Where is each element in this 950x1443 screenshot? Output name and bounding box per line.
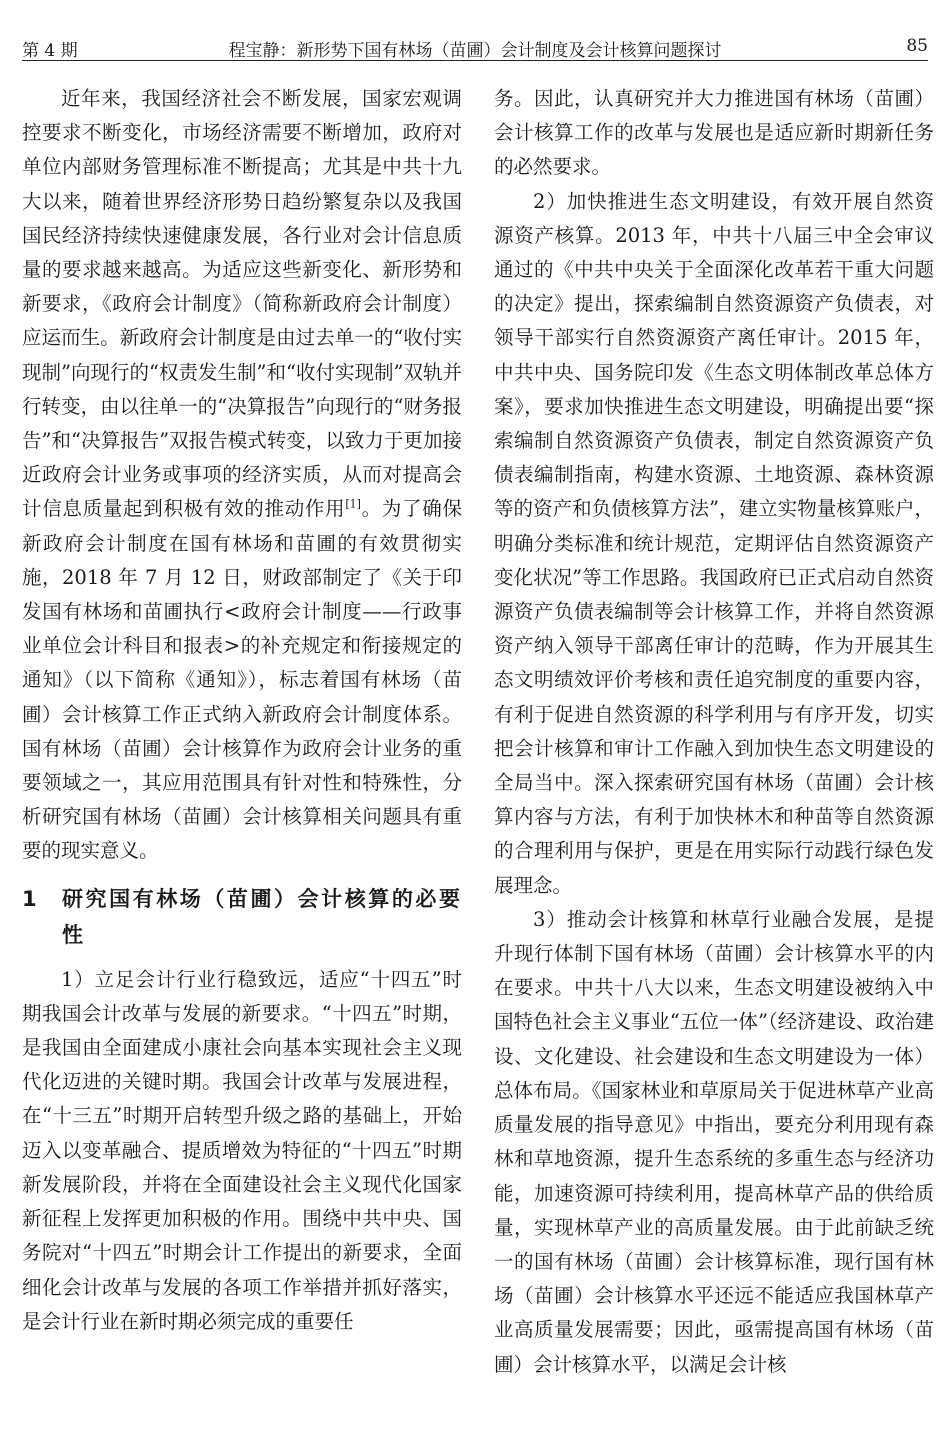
running-header (22, 30, 928, 61)
section-number: 1 (22, 886, 39, 911)
section-title: 研究国有林场（苗圃）会计核算的必要性 (62, 886, 462, 947)
issue-number: 第 4 期 (22, 41, 78, 61)
intro-text-b: 。为了确保新政府会计制度在国有林场和苗圃的有效贯彻实施，2018 年 7 月 12 日，财政部制定了《关于印发国有林场和苗圃执行<政府会计制度——行政事业单位会计科目和报表>的补充规定和衔接规定的通知》（以下简称《通知》），标志着国有林场（苗圃）会计核算工作正式纳入新政府会计制度体系。国有林场（苗圃）会计核算作为政府会计业务的重要领域之一，其应用范围具有针对性和特殊性，分析研究国有林场（苗圃）会计核算相关问题具有重要的现实意义。 (22, 497, 462, 863)
intro-text-a: 近年来，我国经济社会不断发展，国家宏观调控要求不断变化，市场经济需要不断增加，政府对单位内部财务管理标准不断提高；尤其是中共十九大以来，随着世界经济形势日趋纷繁复杂以及我国国民经济持续快速健康发展，各行业对会计信息质量的要求越来越高。为适应这些新变化、新形势和新要求，《政府会计制度》（简称新政府会计制度）应运而生。新政府会计制度是由过去单一的“收付实现制”向现行的“权责发生制”和“收付实现制”双轨并行转变，由以往单一的“决算报告”向现行的“财务报告”和“决算报告”双报告模式转变，以致力于更加接近政府会计业务或事项的经济实质，从而对提高会计信息质量起到积极有效的推动作用 (22, 87, 462, 521)
running-title: 程宝静：新形势下国有林场（苗圃）会计制度及会计核算问题探讨 (228, 41, 722, 61)
paragraph-1-continued: 务。因此，认真研究并大力推进国有林场（苗圃）会计核算工作的改革与发展也是适应新时期新任务的必然要求。 (494, 87, 934, 179)
paragraph-3: 3）推动会计核算和林草行业融合发展，是提升现行体制下国有林场（苗圃）会计核算水平的内在要求。中共十八大以来，生态文明建设被纳入中国特色社会主义事业“五位一体”（经济建设、政治建设、文化建设、社会建设和生态文明建设为一体）总体布局。《国家林业和草原局关于促进林草产业高质量发展的指导意见》中指出，要充分利用现有森林和草地资源，提升生态系统的多重生态与经济功能，加速资源可持续利用，提高林草产品的供给质量，实现林草产业的高质量发展。由于此前缺乏统一的国有林场（苗圃）会计核算标准，现行国有林场（苗圃）会计核算水平还远不能适应我国林草产业高质量发展需要；因此，亟需提高国有林场（苗圃）会计核算水平，以满足会计核 (494, 907, 934, 1376)
paragraph-1: 1）立足会计行业行稳致远，适应“十四五”时期我国会计改革与发展的新要求。“十四五”时期，是我国由全面建成小康社会向基本实现社会主义现代化迈进的关键时期。我国会计改革与发展进程，在“十三五”时期开启转型升级之路的基础上，开始迈入以变革融合、提质增效为特征的“十四五”时期新发展阶段，并将在全面建设社会主义现代化国家新征程上发挥更加积极的作用。围绕中共中央、国务院对“十四五”时期会计工作提出的新要求，全面细化会计改革与发展的各项工作举措并抓好落实，是会计行业在新时期必须完成的重要任 (22, 967, 462, 1333)
left-column (22, 82, 462, 1339)
paragraph-2: 2）加快推进生态文明建设，有效开展自然资源资产核算。2013 年，中共十八届三中全会审议通过的《中共中央关于全面深化改革若干重大问题的决定》提出，探索编制自然资源资产负债表，对领导干部实行自然资源资产离任审计。2015 年，中共中央、国务院印发《生态文明体制改革总体方案》，要求加快推进生态文明建设，明确提出要“探索编制自然资源资产负债表，制定自然资源资产负债表编制指南，构建水资源、土地资源、森林资源等的资产和负债核算方法”，建立实物量核算账户，明确分类标准和统计规范，定期评估自然资源资产变化状况”等工作思路。我国政府已正式启动自然资源资产负债表编制等会计核算工作，并将自然资源资产纳入领导干部离任审计的范畴，作为开展其生态文明绩效评价考核和责任追究制度的重要内容，有利于促进自然资源的科学利用与有序开发，切实把会计核算和审计工作融入到加快生态文明建设的全局当中。深入探索研究国有林场（苗圃）会计核算内容与方法，有利于加快林木和种苗等自然资源的合理利用与保护，更是在用实际行动践行绿色发展理念。 (494, 189, 934, 897)
right-column (494, 82, 934, 1382)
intro-paragraph (22, 82, 462, 869)
citation-ref: [1] (345, 497, 361, 511)
page-number: 85 (906, 36, 928, 56)
section-heading (22, 881, 462, 953)
